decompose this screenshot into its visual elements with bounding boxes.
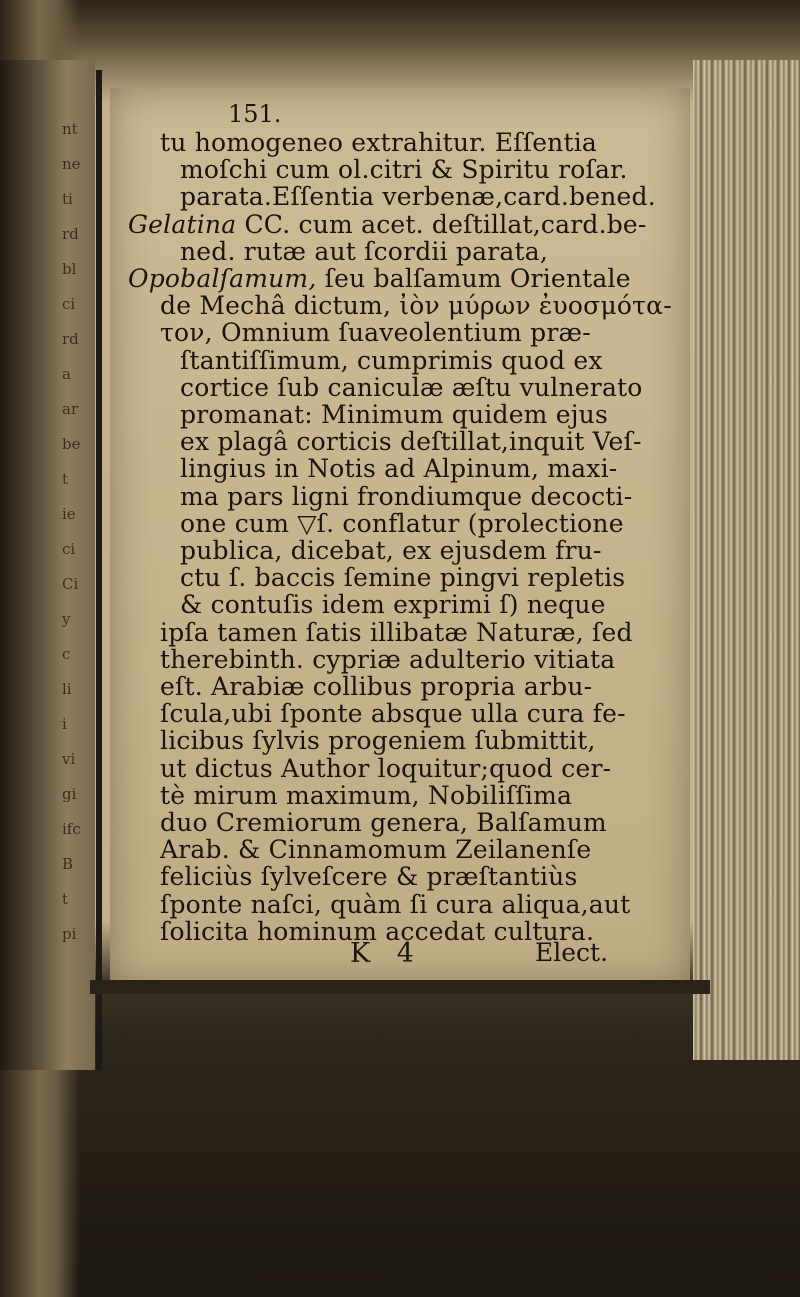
binding-shadow [96, 70, 102, 1070]
text-line: promanat: Minimum quidem ejus [180, 400, 609, 429]
margin-fragment: ti [62, 190, 73, 208]
page-number: 151. [228, 100, 282, 128]
text-line: lingius in Notis ad Alpinum, maxi- [180, 454, 618, 484]
margin-fragment: rd [62, 225, 79, 243]
text-line: one cum ▽ſ. conflatur (prolectione [180, 508, 624, 538]
margin-fragment: ifc [62, 820, 81, 838]
signature-mark: K 4 [350, 938, 414, 969]
margin-fragment: be [62, 435, 81, 453]
text-line: moſchi cum ol.citri & Spiritu roſar. [180, 155, 628, 185]
page-edges [693, 60, 800, 1060]
text-line: ned. rutæ aut ſcordii parata, [180, 236, 548, 266]
text-line: & contuſis idem exprimi ſ) neque [180, 590, 606, 620]
text-line: parata.Eſſentia verbenæ,card.bened. [180, 182, 656, 212]
margin-fragment: ci [62, 295, 76, 313]
margin-fragment: rd [62, 330, 79, 348]
margin-fragment: ie [62, 505, 76, 523]
margin-fragment: ci [62, 540, 76, 558]
margin-fragment: B [62, 855, 74, 873]
margin-fragment: vi [62, 750, 76, 768]
text-line: de Mechâ dictum, ἰὸν μύρων ἐυοσμότα- [160, 291, 672, 321]
text-line: ipſa tamen ſatis illibatæ Naturæ, ſed [160, 617, 633, 647]
margin-fragment: gi [62, 785, 77, 803]
margin-fragment: ar [62, 400, 79, 418]
text-line: ſponte naſci, quàm ſi cura aliqua,aut [160, 889, 631, 919]
margin-fragment: li [62, 680, 72, 698]
margin-fragment: a [62, 365, 71, 383]
text-line: eſt. Arabiæ collibus propria arbu- [160, 672, 593, 701]
text-line: ſolicita hominum accedat cultura. [160, 916, 595, 946]
text-line: tè mirum maximum, Nobiliſſima [160, 780, 573, 810]
margin-fragment: ne [62, 155, 81, 173]
margin-fragment: t [62, 470, 69, 488]
text-line: Opobalſamum, ſeu balſamum Orientale [128, 264, 631, 293]
text-line: Gelatina CC. cum acet. deſtillat,card.be- [128, 209, 647, 239]
page-text [128, 100, 680, 980]
margin-fragment: pi [62, 925, 77, 943]
italic-lead-word: Gelatina [128, 209, 237, 239]
text-line: ſtantiſſimum, cumprimis quod ex [180, 345, 603, 375]
text-line: tu homogeneo extrahitur. Eſſentia [160, 128, 598, 157]
text-line: ctu ſ. baccis ſemine pingvi repletis [180, 563, 626, 593]
margin-fragment: c [62, 645, 71, 663]
text-line: ma pars ligni frondiumque decocti- [180, 481, 633, 511]
margin-fragment: y [62, 610, 71, 628]
catchword: Elect. [535, 938, 609, 967]
margin-fragment: nt [62, 120, 78, 138]
text-line: ſcula,ubi ſponte absque ulla cura fe- [160, 699, 626, 729]
margin-fragment: i [62, 715, 67, 733]
text-line: therebinth. cypriæ adulterio vitiata [160, 644, 616, 674]
text-line: τον, Omnium ſuaveolentium præ- [160, 318, 591, 348]
text-line: Arab. & Cinnamomum Zeilanenſe [160, 835, 592, 865]
text-line: publica, dicebat, ex ejusdem fru- [180, 536, 602, 565]
page-bottom-shadow [90, 980, 710, 994]
facing-page-edge [0, 60, 95, 1070]
text-line: ut dictus Author loquitur;quod cer- [160, 753, 612, 783]
text-line: feliciùs ſylveſcere & præſtantiùs [160, 862, 578, 892]
text-line: duo Cremiorum genera, Balſamum [160, 808, 607, 837]
margin-fragment: bl [62, 260, 77, 278]
margin-fragment: Ci [62, 575, 79, 593]
text-line: cortice ſub caniculæ æſtu vulnerato [180, 372, 643, 402]
italic-lead-word: Opobalſamum, [128, 264, 317, 293]
margin-fragment: t [62, 890, 69, 908]
text-line: ex plagâ corticis deſtillat,inquit Veſ- [180, 427, 642, 457]
text-line: licibus ſylvis progeniem ſubmittit, [160, 726, 596, 756]
